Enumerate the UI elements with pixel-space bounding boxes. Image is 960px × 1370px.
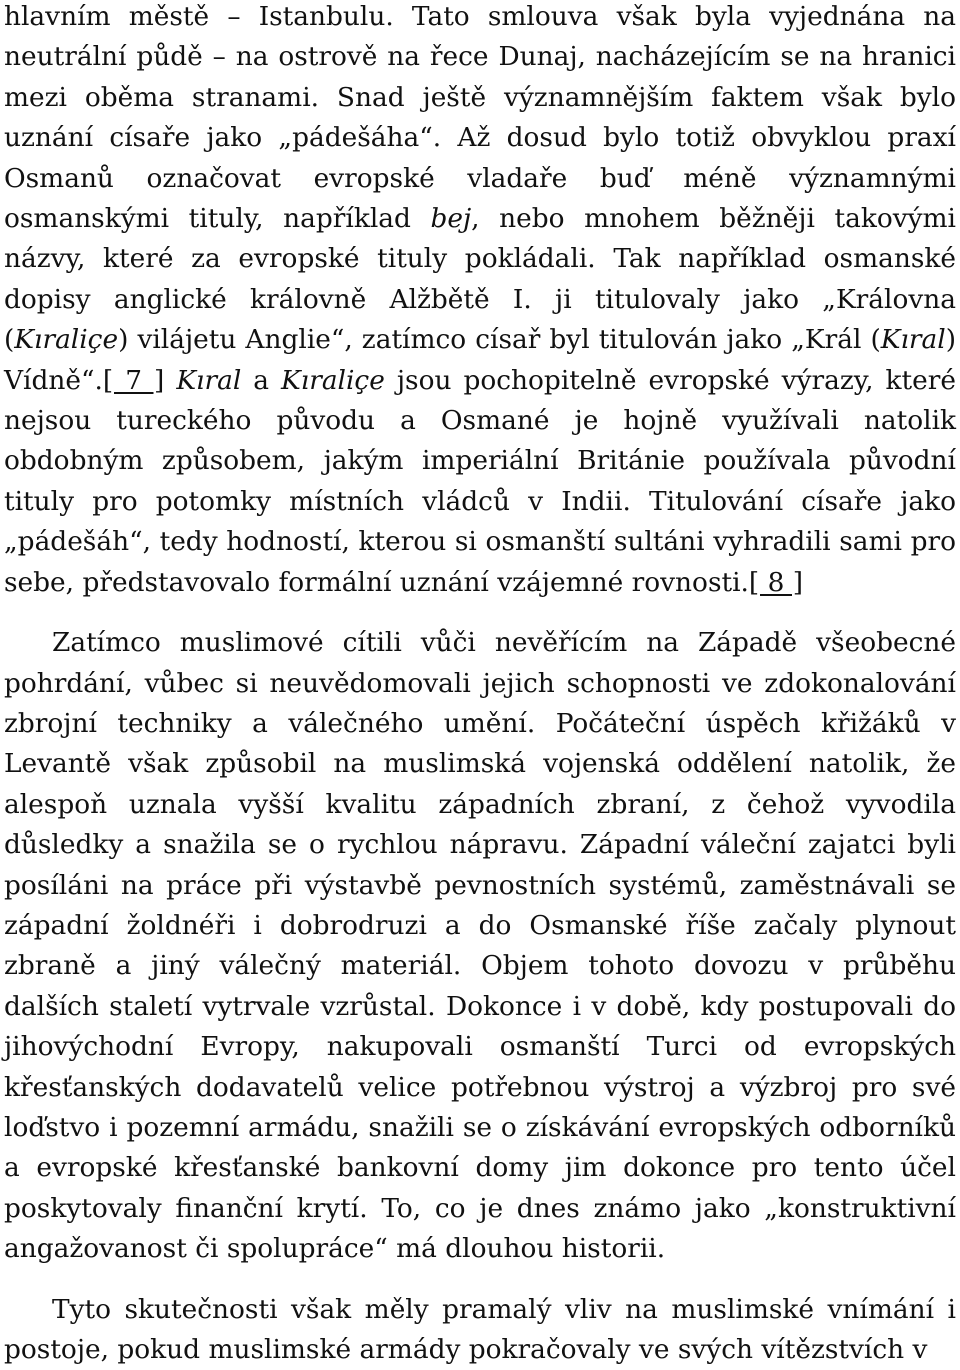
text-run: Zatímco muslimové cítili vůči nevěřícím na Západě všeobecné pohrdání, vůbec si neuvědomovali jejich schopnosti ve zdokonalování zbrojní techniky a válečného umění. Počáteční úspěch křižáků v Levantě však způsobil na muslimská vojenská oddělení natolik, že alespoň uznala vyšší kvalitu západních zbraní, z čehož vyvodila důsledky a snažila se o rychlou nápravu. Západní váleční zajatci byli posíláni na práce při výstavbě pevnostních systémů, zaměstnávali se západní žoldnéři i dobrodruzi a do Osmanské říše začaly plynout zbraně a jiný válečný materiál. Objem tohoto dovozu v průběhu dalších staletí vytrvale vzrůstal. Dokonce i v době, kdy postupovali do jihovýchodní Evropy, nakupovali osmanští Turci od evropských křesťanských dodavatelů velice potřebnou výstroj a výzbroj pro své loďstvo i pozemní armádu, snažili se o získávání evropských odborníků a evropské křesťanské bankovní domy jim dokonce pro tento účel poskytovaly finanční krytí. To, co je dnes známo jako „konstruktivní angažovanost či spolupráce“ má dlouhou historii. (4, 627, 956, 1265)
text-run: ) Vídně“. (4, 324, 956, 396)
italic-term: bej (430, 203, 472, 235)
paragraph-2 (4, 623, 956, 1270)
footnote-link[interactable]: [ 7 ] (102, 364, 165, 396)
text-run: jsou pochopitelně evropské výrazy, které nejsou tureckého původu a Osmané je hojně využívali natolik obdobným způsobem, jakým imperiální Británie používala původní tituly pro potomky místních vládců v Indii. Titulování císaře jako „pádešáh“, tedy hodností, kterou si osmanští sultáni vyhradili sami pro sebe, představovalo formální uznání vzájemné rovnosti. (4, 364, 956, 598)
text-run: a (241, 364, 282, 396)
text-run: ) vilájetu Anglie“, zatímco císař byl titulován jako „Král ( (118, 324, 881, 356)
paragraph-3 (4, 1290, 956, 1370)
paragraph-1 (4, 0, 956, 603)
italic-term: Kıral (176, 364, 242, 396)
text-run (164, 365, 176, 396)
text-run: Tyto skutečnosti však měly pramalý vliv na muslimské vnímání i postoje, pokud muslimské armády pokračovaly ve svých vítězstvích v (4, 1293, 956, 1365)
text-run: hlavním městě – Istanbulu. Tato smlouva však byla vyjednána na neutrální půdě – na ostrově na řece Dunaj, nacházejícím se na hranici mezi oběma stranami. Snad ještě významnějším faktem však bylo uznání císaře jako „pádešáha“. Až dosud bylo totiž obvyklou praxí Osmanů označovat evropské vladaře buď méně významnými osmanskými tituly, například (4, 1, 956, 235)
italic-term: Kıraliçe (14, 324, 119, 356)
italic-term: Kıral (880, 324, 946, 356)
text-run: , nebo mnohem běžněji takovými názvy, které za evropské tituly pokládali. Tak například osmanské dopisy anglické královně Alžbětě I. ji titulovaly jako „Královna ( (4, 203, 956, 356)
italic-term: Kıraliçe (281, 364, 385, 396)
footnote-link[interactable]: [ 8 ] (748, 566, 804, 598)
